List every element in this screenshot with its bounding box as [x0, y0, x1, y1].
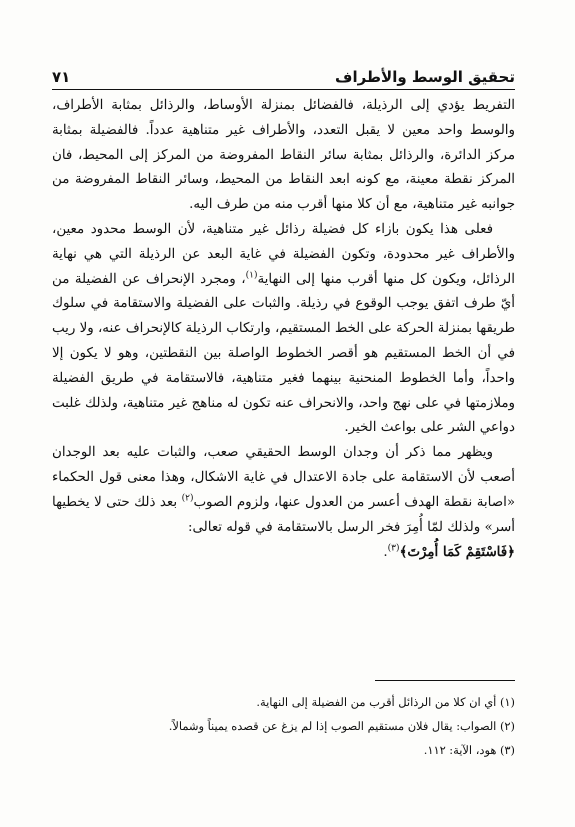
quran-verse: ﴿فَاسْتَقِمْ كَمَا أُمِرْتَ﴾	[399, 544, 515, 561]
footnote-separator	[375, 680, 515, 681]
paragraph-2-part-1: فعلى هذا يكون بازاء كل فضيلة رذائل غير متناهية، لأن الوسط محدود معين، والأطراف غير محدودة، وتكون الفضيلة في غاية البعد عن الرذيلة التي هي نهاية الرذائل، ويكون كل منها أقرب منها إلى النهاية	[52, 221, 515, 287]
paragraph-2	[52, 218, 515, 441]
paragraph-3	[52, 441, 515, 540]
paragraph-3-part-1: ويظهر مما ذكر أن وجدان الوسط الحقيقي صعب، والثبات عليه بعد الوجدان أصعب لأن الاستقامة على جادة الاعتدال في غاية الاشكال، وهذا معنى قول الحكماء «اصابة نقطة الهدف أعسر من العدول عنها، ولزوم الصوب	[52, 445, 516, 510]
verse-line: ﴿فَاسْتَقِمْ كَمَا أُمِرْتَ﴾$^{(٣)}$.	[383, 543, 515, 561]
footnote-marker-1[interactable]: (١)	[245, 270, 258, 281]
paragraph-3-part-2: بعد ذلك حتى لا يخطيها أسر» ولذلك لمّا أُمِرَ فخر الرسل بالاستقامة في قوله تعالى:	[52, 494, 515, 535]
footnote-2: (٢) الصواب: يقال فلان مستقيم الصوب إذا لم يزغ عن قصده يميناً وشمالاً.	[168, 719, 515, 733]
footnote-marker-2[interactable]: (٢)	[181, 493, 194, 504]
footnote-marker-3[interactable]: (٣)	[387, 543, 400, 554]
footnote-1: (١) أي ان كلا من الرذائل أقرب من الفضيلة إلى النهاية.	[256, 695, 515, 709]
page-number: ٧١	[52, 68, 71, 86]
running-header	[52, 60, 515, 90]
paragraph-2-part-2: ، ومجرد الإنحراف عن الفضيلة من أيّ طرف اتفق يوجب الوقوع في رذيلة. والثبات على الفضيلة والاستقامة في سلوك طريقها بمنزلة الحركة على الخط المستقيم، وارتكاب الرذيلة كالإنحراف عنه، ولا ريب في أن الخط المستقيم هو أقصر الخطوط الواصلة بين النقطتين، وهو لا يكون إلا واحداً، وأما الخطوط المنحنية بينهما فغير متناهية، فالاستقامة في طريق الفضيلة وملازمتها في على نهج واحد، والانحراف عنه تكون له مناهج غير متناهية، ولذلك غلبت دواعي الشر على بواعث الخير.	[52, 271, 515, 436]
running-title: تحقيق الوسط والأطراف	[335, 68, 515, 86]
footnote-3: (٣) هود، الآية: ١١٢.	[423, 743, 515, 757]
footnotes	[52, 690, 515, 762]
paragraph-1: التفريط يؤدي إلى الرذيلة، فالفضائل بمنزلة الأوساط، والرذائل بمثابة الأطراف، والوسط واحد معين لا يقبل التعدد، والأطراف غير متناهية عدداً. فالفضيلة بمثابة مركز الدائرة، والرذائل بمثابة سائر النقاط المفروضة من المركز إلى المحيط، فان المركز نقطة معينة، مع كونه ابعد النقاط من المحيط، وسائر النقاط المفروضة من جوانبه غير متناهية، مع أن كلا منها أقرب منه من طرف اليه.	[52, 98, 515, 213]
main-text	[52, 94, 515, 566]
